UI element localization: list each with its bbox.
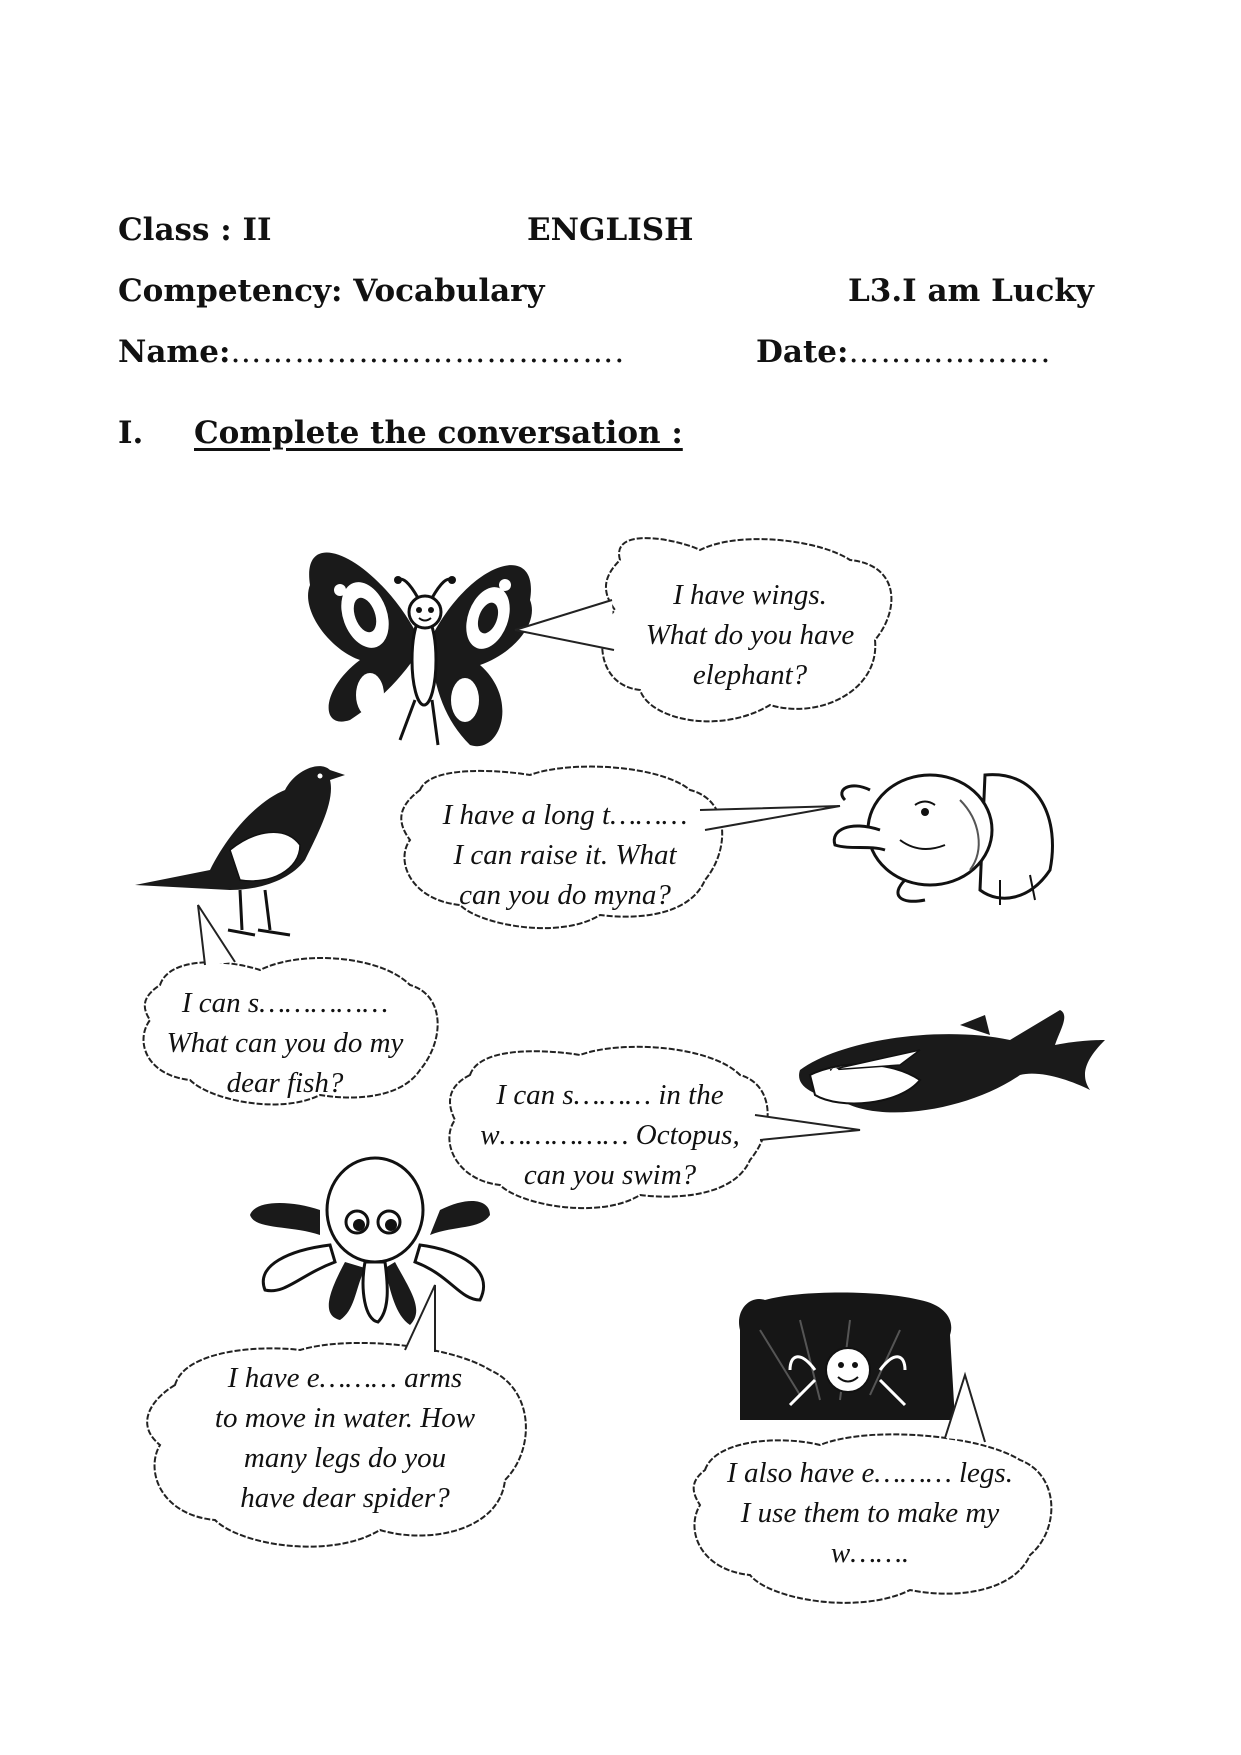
- bubble-octopus-line-3: many legs do you: [243, 1442, 447, 1474]
- octopus-icon: [250, 1158, 490, 1325]
- bubble-spider-line-3: w…….: [830, 1537, 910, 1569]
- speech-bubble-myna: [143, 905, 437, 1104]
- name-label: Name:: [118, 334, 231, 370]
- bubble-fish-line-2: w…………… Octopus,: [480, 1119, 740, 1151]
- speech-bubble-fish: [449, 1047, 860, 1208]
- bubble-octopus-line-4: have dear spider?: [240, 1482, 450, 1514]
- subject-title: ENGLISH: [527, 212, 694, 248]
- bubble-butterfly-line-2: What do you have: [645, 619, 855, 651]
- spider-icon: [739, 1293, 955, 1421]
- speech-bubble-butterfly: [515, 538, 891, 721]
- bubble-octopus-line-1: I have e……… arms: [227, 1362, 463, 1394]
- fish-icon: [799, 1010, 1105, 1112]
- date-blank: ……………….: [848, 334, 1052, 370]
- lesson-label: L3.I am Lucky: [848, 273, 1094, 309]
- bubble-elephant-line-1: I have a long t………: [442, 799, 688, 831]
- bubble-myna-line-1: I can s……………: [181, 987, 389, 1019]
- section-number: I.: [118, 415, 144, 451]
- bubble-elephant-line-3: can you do myna?: [459, 879, 671, 911]
- bubble-octopus-line-2: to move in water. How: [214, 1402, 476, 1434]
- bubble-myna-line-3: dear fish?: [226, 1067, 344, 1099]
- bubble-elephant-line-2: I can raise it. What: [453, 839, 677, 871]
- myna-icon: [135, 766, 345, 935]
- date-label: Date:: [756, 334, 849, 370]
- bubble-spider-line-1: I also have e……… legs.: [727, 1457, 1013, 1489]
- speech-bubble-elephant: [401, 767, 840, 929]
- bubble-fish-line-1: I can s……… in the: [496, 1079, 724, 1111]
- speech-bubble-octopus: [147, 1285, 526, 1547]
- section-title: Complete the conversation :: [194, 415, 683, 451]
- class-label: Class : II: [118, 212, 272, 248]
- elephant-icon: [834, 775, 1052, 905]
- butterfly-icon: [308, 553, 532, 747]
- bubble-butterfly-line-1: I have wings.: [673, 579, 827, 611]
- bubble-myna-line-2: What can you do my: [166, 1027, 404, 1059]
- bubble-spider-line-2: I use them to make my: [740, 1497, 1000, 1529]
- competency-label: Competency: Vocabulary: [118, 273, 545, 309]
- name-blank: ……………………………….: [230, 334, 626, 370]
- bubble-butterfly-line-3: elephant?: [692, 659, 808, 691]
- bubble-fish-line-3: can you swim?: [523, 1159, 697, 1191]
